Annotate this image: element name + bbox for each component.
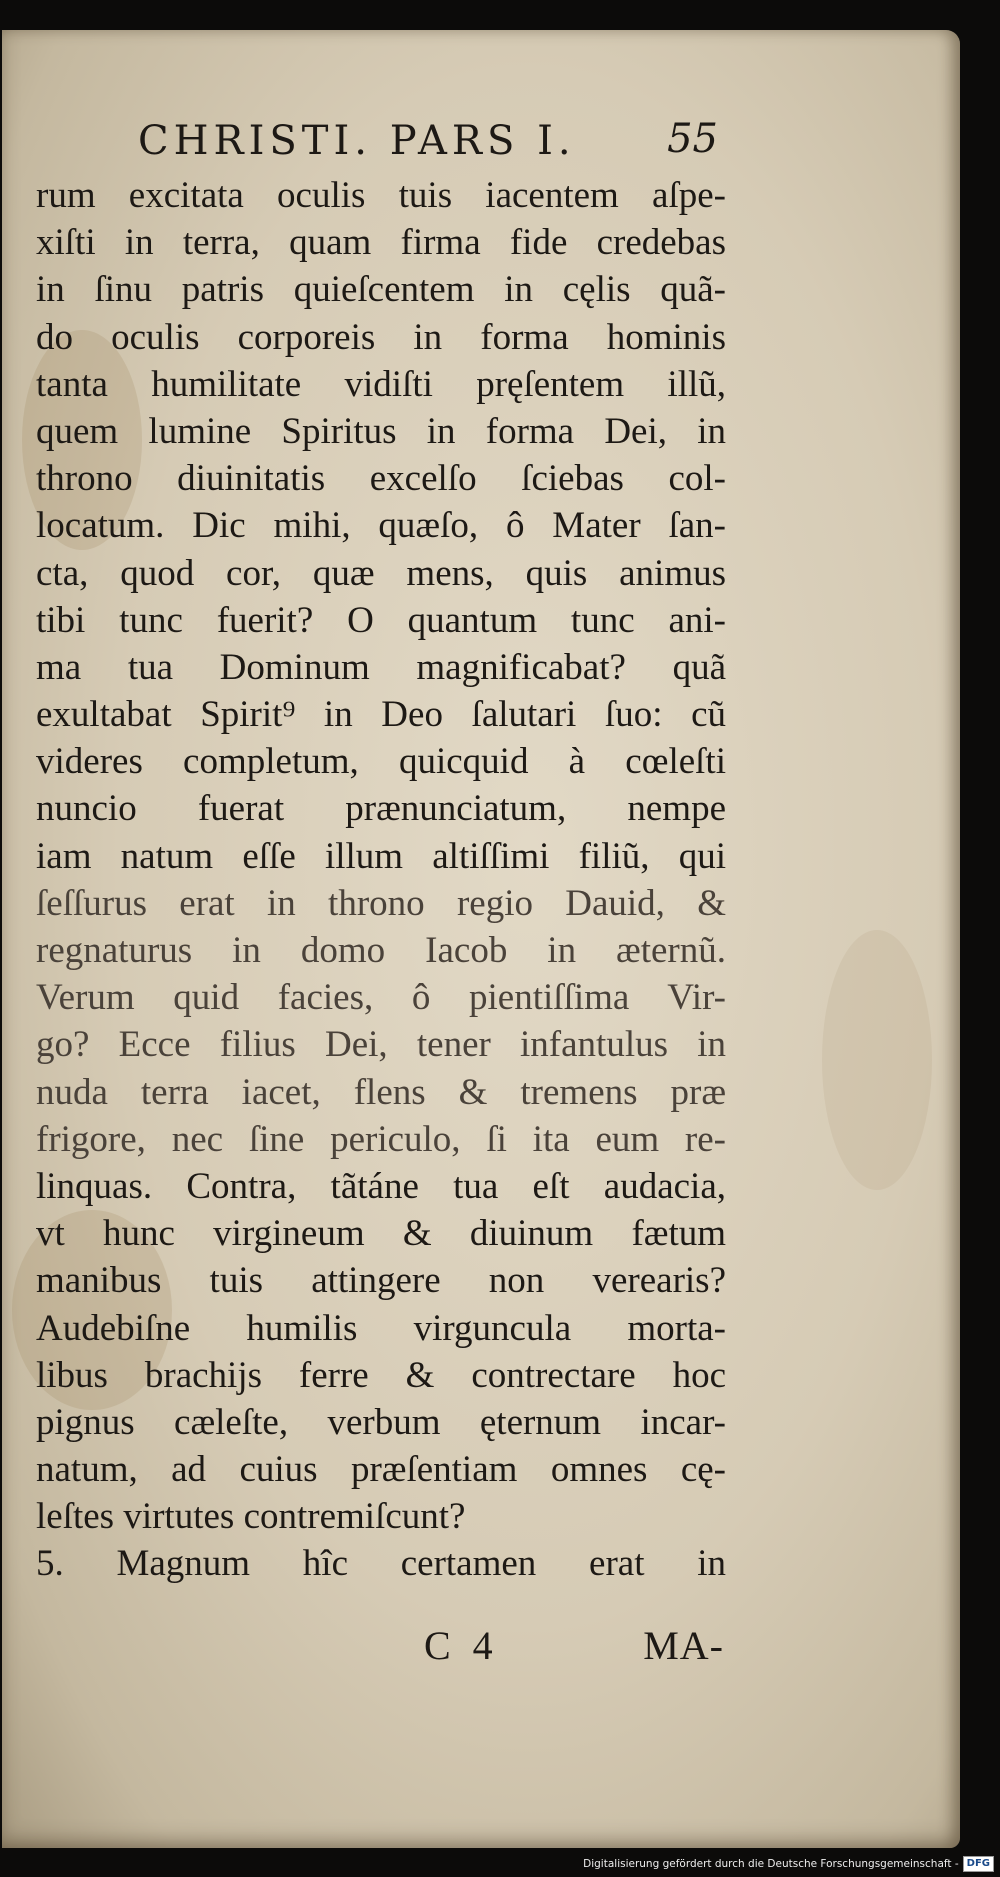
text-line: in ſinu patris quieſcentem in cęlis quã- [36, 269, 726, 311]
text-line: natum, ad cuius præſentiam omnes cę- [36, 1449, 726, 1491]
text-line: manibus tuis attingere non verearis? [36, 1260, 726, 1302]
body-text [36, 172, 726, 1588]
text-line: 5. Magnum hîc certamen erat in [36, 1543, 726, 1585]
text-line: exultabat Spirit⁹ in Deo ſalutari ſuo: cũ [36, 694, 726, 736]
text-line: rum excitata oculis tuis iacentem aſpe- [36, 175, 726, 216]
text-line: ſeſſurus erat in throno regio Dauid, & [36, 882, 726, 924]
text-line: throno diuinitatis excelſo ſciebas col- [36, 458, 726, 500]
catchword: MA- [643, 1623, 724, 1668]
text-line: videres completum, quicquid à cœleſti [36, 741, 726, 783]
page-footer [424, 1622, 724, 1672]
text-line: nuda terra iacet, flens & tremens præ [36, 1071, 726, 1113]
text-line: go? Ecce filius Dei, tener infantulus in [36, 1024, 726, 1066]
text-line: linquas. Contra, tãtáne tua eſt audacia, [36, 1165, 726, 1207]
text-line: xiſti in terra, quam firma fide credebas [36, 222, 726, 264]
text-line: tibi tunc fuerit? O quantum tunc ani- [36, 599, 726, 641]
text-line: cta, quod cor, quæ mens, quis animus [36, 552, 726, 594]
text-line: iam natum eſſe illum altiſſimi filiũ, qui [36, 835, 726, 877]
text-line: vt hunc virgineum & diuinum fætum [36, 1213, 726, 1255]
digitization-credit [583, 1855, 994, 1873]
signature-mark: C 4 [424, 1623, 499, 1668]
running-header [138, 118, 718, 178]
text-line: tanta humilitate vidiſti pręſentem illũ, [36, 363, 726, 405]
text-line: quem lumine Spiritus in forma Dei, in [36, 410, 726, 452]
text-line: ma tua Dominum magnificabat? quã [36, 646, 726, 688]
text-line: do oculis corporeis in forma hominis [36, 316, 726, 358]
text-line: libus brachijs ferre & contrectare hoc [36, 1354, 726, 1396]
text-line: leſtes virtutes contremiſcunt? [36, 1496, 466, 1538]
dfg-logo[interactable]: DFG [963, 1856, 994, 1872]
header-title: CHRISTI. PARS I. [138, 118, 576, 164]
text-line: pignus cæleſte, verbum ęternum incar- [36, 1401, 726, 1443]
text-line: regnaturus in domo Iacob in æternũ. [36, 930, 726, 971]
text-line: Audebiſne humilis virguncula morta- [36, 1307, 726, 1349]
paper-stain [822, 930, 932, 1190]
text-line: Verum quid facies, ô pientiſſima Vir- [36, 977, 726, 1019]
credit-text: Digitalisierung gefördert durch die Deutsche Forschungsgemeinschaft - [583, 1858, 959, 1870]
text-line: frigore, nec ſine periculo, ſi ita eum re- [36, 1118, 726, 1160]
text-line: nuncio fuerat prænunciatum, nempe [36, 788, 726, 830]
text-line: locatum. Dic mihi, quæſo, ô Mater ſan- [36, 505, 726, 547]
page-number: 55 [667, 116, 718, 162]
